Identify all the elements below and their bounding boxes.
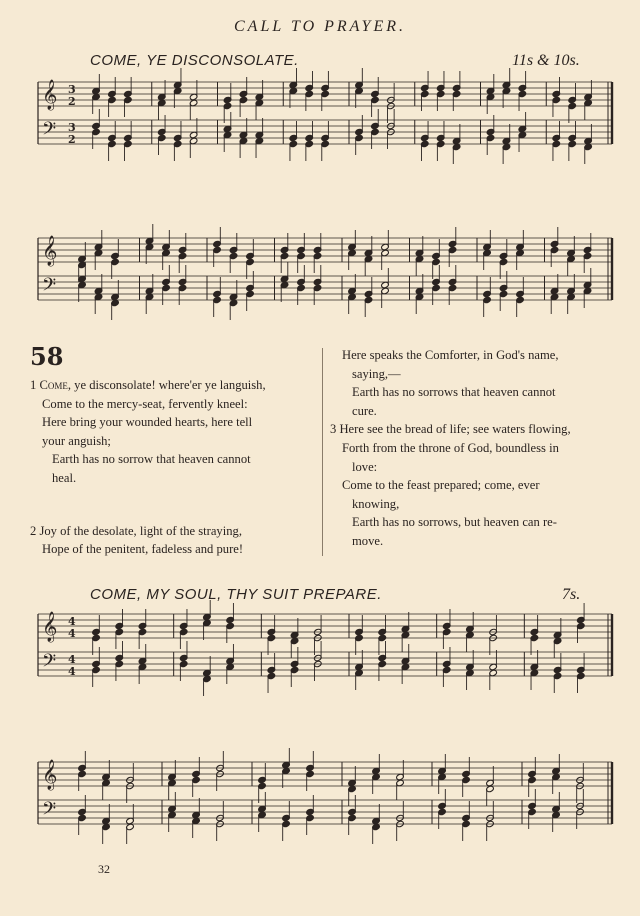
- page-number: 32: [98, 862, 110, 876]
- hymn-number: 58: [30, 342, 64, 371]
- bass-clef: 𝄢: [42, 275, 57, 300]
- time-signature: 4: [68, 615, 76, 628]
- treble-clef: 𝄞: [42, 236, 58, 266]
- hymn-meter: 11s & 10s.: [512, 52, 580, 69]
- verse-1-line-5: Earth has no sorrow that heaven cannot: [52, 452, 251, 467]
- verse-column-right: [330, 346, 571, 551]
- time-signature: 2: [68, 95, 76, 108]
- verse-1-line-4: your anguish;: [42, 433, 111, 448]
- verse-2-line-4: saying,—: [352, 366, 401, 381]
- verse-3-line-5: knowing,: [352, 496, 400, 511]
- verse-1-line-2: Come to the mercy-seat, fervently kneel:: [42, 396, 248, 411]
- verse-3-line-3: love:: [352, 459, 378, 474]
- verse-3-line-6: Earth has no sorrows, but heaven can re-: [352, 515, 557, 530]
- verse-1-line-1: 1 Come, ye disconsolate! where'er ye languish,: [30, 378, 266, 392]
- verse-3-line-2: Forth from the throne of God, boundless in: [342, 440, 559, 455]
- time-signature: 4: [68, 665, 76, 678]
- time-signature: 4: [68, 627, 76, 640]
- time-signature: 3: [68, 121, 76, 134]
- page-header: CALL TO PRAYER.: [234, 18, 406, 35]
- verse-column-left: [30, 376, 266, 559]
- verse-3-line-7: move.: [352, 533, 384, 548]
- verse-3-line-4: Come to the feast prepared; come, ever: [342, 478, 540, 493]
- verse-1-line-3: Here bring your wounded hearts, here tell: [42, 415, 253, 430]
- verse-2-line-1: 2 Joy of the desolate, light of the straying,: [30, 523, 242, 538]
- verse-2-line-3: Here speaks the Comforter, in God's name,: [342, 348, 559, 362]
- bass-clef: 𝄢: [42, 799, 57, 824]
- time-signature: 4: [68, 653, 76, 666]
- bass-clef: 𝄢: [42, 119, 57, 144]
- treble-clef: 𝄞: [42, 80, 58, 110]
- verse-2-line-5: Earth has no sorrows that heaven cannot: [352, 385, 556, 400]
- bass-clef: 𝄢: [42, 651, 57, 676]
- verse-2-line-2: Hope of the penitent, fadeless and pure!: [42, 542, 244, 557]
- treble-clef: 𝄞: [42, 612, 58, 642]
- time-signature: 3: [68, 83, 76, 96]
- time-signature: 2: [68, 133, 76, 146]
- hymn-title: COME, YE DISCONSOLATE.: [90, 52, 299, 69]
- column-divider: [322, 348, 323, 556]
- verse-2-line-6: cure.: [352, 403, 377, 418]
- verse-1-line-6: heal.: [52, 470, 77, 485]
- verse-3-line-1: 3 Here see the bread of life; see waters flowing,: [330, 422, 571, 437]
- hymn-meter-2: 7s.: [562, 586, 581, 603]
- hymn-title-2: COME, MY SOUL, THY SUIT PREPARE.: [90, 586, 382, 603]
- treble-clef: 𝄞: [42, 760, 58, 790]
